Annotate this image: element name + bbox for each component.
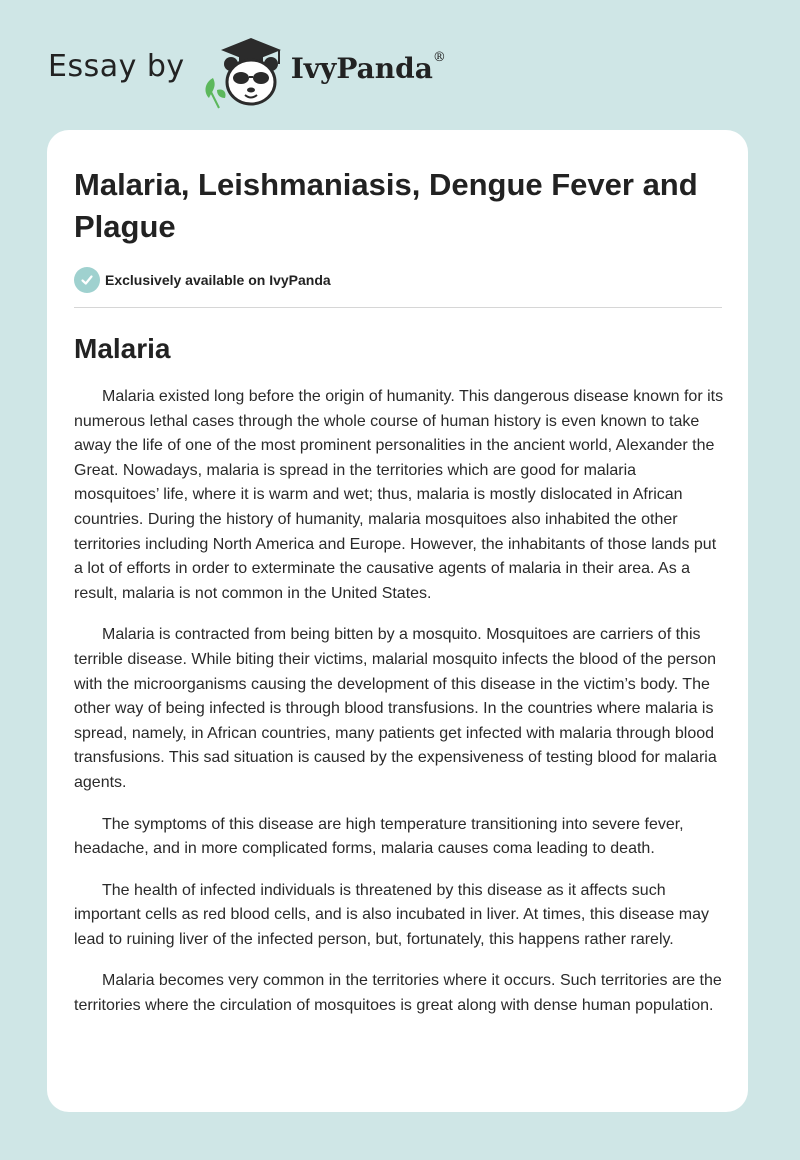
ivypanda-logo-icon[interactable] bbox=[199, 30, 289, 110]
title-divider bbox=[74, 307, 722, 308]
section-title: Malaria bbox=[74, 333, 171, 364]
brand-name[interactable] bbox=[290, 49, 446, 85]
essay-body bbox=[74, 385, 722, 1019]
exclusive-badge bbox=[74, 266, 722, 294]
paragraph: The symptoms of this disease are high temperature transitioning into severe fever, headache, and in more complicated forms, malaria causes coma leading to death. bbox=[74, 815, 684, 858]
brand-text: IvyPanda bbox=[290, 51, 433, 85]
check-icon bbox=[74, 267, 100, 293]
paragraph: Malaria is contracted from being bitten by a mosquito. Mosquitoes are carriers of this terrible disease. While biting their victims, malarial mosquito infects the blood of the person with the microorganisms causing the development of this disease in the victim’s body. The other way of being infected is through blood transfusions. In the countries where malaria is spread, namely, in African countries, many patients get infected with malaria through blood transfusions. This sad situation is caused by the expensiveness of testing blood for malaria agents. bbox=[74, 626, 717, 791]
paragraph: The health of infected individuals is threatened by this disease as it affects such important cells as red blood cells, and is also incubated in liver. At times, this disease may lead to ruining liver of the infected person, but, fortunately, this happens rather rarely. bbox=[74, 881, 709, 948]
site-header bbox=[48, 30, 446, 110]
essay-by-label: Essay by bbox=[48, 48, 185, 84]
paragraph: Malaria existed long before the origin of humanity. This dangerous disease known for its numerous lethal cases through the whole course of human history is even known to take away the life of one of the most prominent personalities in the ancient world, Alexander the Great. Nowadays, malaria is spread in the territories which are good for malaria mosquitoes’ life, where it is warm and wet; thus, malaria is mostly dislocated in African countries. During the history of humanity, malaria mosquitoes also inhabited the other territories including North America and Europe. However, the inhabitants of those lands put a lot of efforts in order to exterminate the causative agents of malaria in their area. As a result, malaria is not common in the United States. bbox=[74, 388, 724, 602]
essay-card bbox=[47, 130, 748, 1112]
paragraph: Malaria becomes very common in the territories where it occurs. Such territories are the territories where the circulation of mosquitoes is great along with dense human population. bbox=[74, 972, 722, 1015]
exclusive-badge-label: Exclusively available on IvyPanda bbox=[105, 272, 331, 288]
essay-title: Malaria, Leishmaniasis, Dengue Fever and Plague bbox=[74, 167, 698, 244]
registered-mark: ® bbox=[432, 49, 446, 65]
